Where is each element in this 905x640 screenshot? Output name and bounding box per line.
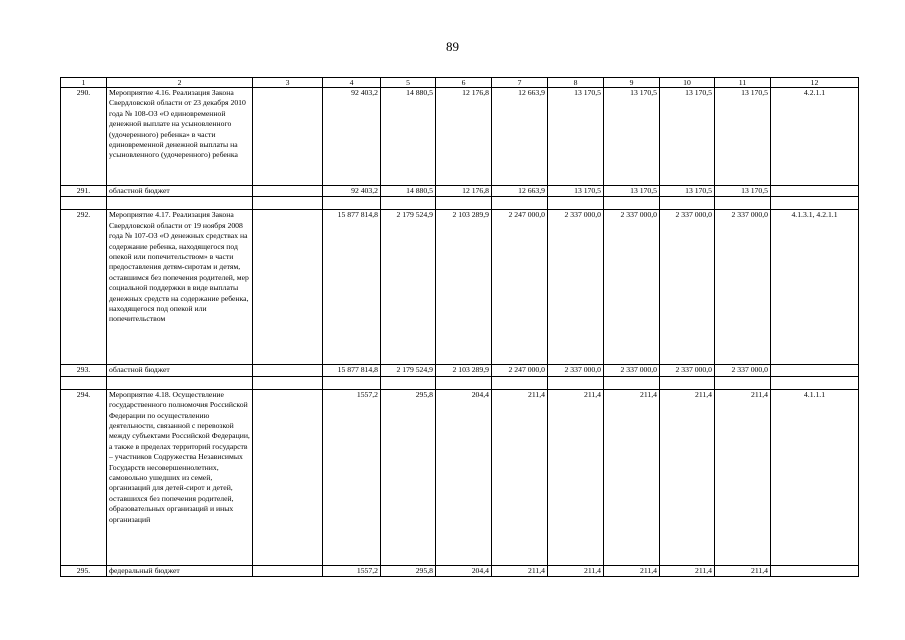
row-value: 211,4 — [715, 565, 771, 576]
row-value: 92 403,2 — [323, 88, 381, 186]
row-value: 2 179 524,9 — [381, 210, 436, 365]
row-number: 290. — [61, 88, 107, 186]
row-value: 211,4 — [660, 389, 715, 565]
table-row — [61, 88, 859, 186]
row-number: 293. — [61, 365, 107, 376]
row-value: 211,4 — [492, 389, 548, 565]
row-value: 211,4 — [604, 389, 660, 565]
row-number: 292. — [61, 210, 107, 365]
column-header: 2 — [107, 78, 253, 88]
row-value: 2 337 000,0 — [604, 365, 660, 376]
column-header: 11 — [715, 78, 771, 88]
row-value: 92 403,2 — [323, 186, 381, 197]
row-description: Мероприятие 4.16. Реализация Закона Свердловской области от 23 декабря 2010 года № 108-ОЗ «О единовременной денежной выплате на усыновленного (удочеренного) ребенка» в части единовременной денежной выплаты на усыновленного (удочеренного) ребенка — [107, 88, 253, 186]
row-value: 2 337 000,0 — [660, 365, 715, 376]
row-number: 294. — [61, 389, 107, 565]
row-reference — [771, 365, 859, 376]
row-value: 2 247 000,0 — [492, 365, 548, 376]
row-value: 204,4 — [436, 565, 492, 576]
row-reference: 4.2.1.1 — [771, 88, 859, 186]
row-description: федеральный бюджет — [107, 565, 253, 576]
row-value: 14 880,5 — [381, 186, 436, 197]
row-value: 14 880,5 — [381, 88, 436, 186]
row-value: 2 247 000,0 — [492, 210, 548, 365]
row-reference — [771, 565, 859, 576]
row-value: 2 337 000,0 — [715, 210, 771, 365]
header-row — [61, 78, 859, 88]
column-header: 12 — [771, 78, 859, 88]
table-row — [61, 186, 859, 197]
row-value: 12 663,9 — [492, 186, 548, 197]
row-description: Мероприятие 4.17. Реализация Закона Свердловской области от 19 ноября 2008 года № 107-ОЗ «О денежных средствах на содержание ребенка, находящегося под опекой или попечительством» в части предоставления детям-сиротам и детям, оставшимся без попечения родителей, мер социальной поддержки в виде выплаты денежных средств на содержание ребенка, находящегося под опекой или попечительством — [107, 210, 253, 365]
row-value: 211,4 — [548, 565, 604, 576]
row-value: 2 103 289,9 — [436, 365, 492, 376]
budget-table — [60, 77, 859, 577]
row-col3 — [253, 365, 323, 376]
row-number: 295. — [61, 565, 107, 576]
row-description: областной бюджет — [107, 365, 253, 376]
row-value: 2 337 000,0 — [604, 210, 660, 365]
row-reference: 4.1.3.1, 4.2.1.1 — [771, 210, 859, 365]
spacer-row — [61, 197, 859, 210]
row-value: 2 337 000,0 — [660, 210, 715, 365]
row-description: Мероприятие 4.18. Осуществление государственного полномочия Российской Федерации по осуществлению деятельности, связанной с перевозкой между субъектами Российской Федерации, а также в пределах территорий государств – участников Содружества Независимых Государств несовершеннолетних, самовольно ушедших из семей, организаций для детей-сирот и детей, оставшихся без попечения родителей, образовательных организаций и иных организаций — [107, 389, 253, 565]
row-col3 — [253, 389, 323, 565]
table-row — [61, 565, 859, 576]
row-value: 2 337 000,0 — [715, 365, 771, 376]
page-number: 89 — [446, 39, 459, 54]
row-value: 15 877 814,8 — [323, 210, 381, 365]
row-value: 2 337 000,0 — [548, 210, 604, 365]
row-value: 211,4 — [715, 389, 771, 565]
row-value: 13 170,5 — [548, 186, 604, 197]
row-reference — [771, 186, 859, 197]
row-value: 295,8 — [381, 565, 436, 576]
column-header: 9 — [604, 78, 660, 88]
row-value: 12 176,8 — [436, 186, 492, 197]
row-value: 15 877 814,8 — [323, 365, 381, 376]
row-value: 1557,2 — [323, 565, 381, 576]
column-header: 4 — [323, 78, 381, 88]
row-value: 13 170,5 — [548, 88, 604, 186]
row-value: 211,4 — [660, 565, 715, 576]
row-value: 13 170,5 — [604, 186, 660, 197]
row-col3 — [253, 565, 323, 576]
row-value: 204,4 — [436, 389, 492, 565]
column-header: 3 — [253, 78, 323, 88]
row-value: 13 170,5 — [715, 88, 771, 186]
row-value: 13 170,5 — [660, 88, 715, 186]
row-value: 211,4 — [492, 565, 548, 576]
row-value: 13 170,5 — [660, 186, 715, 197]
row-col3 — [253, 186, 323, 197]
column-header: 10 — [660, 78, 715, 88]
row-value: 211,4 — [548, 389, 604, 565]
column-header: 6 — [436, 78, 492, 88]
row-value: 12 176,8 — [436, 88, 492, 186]
row-value: 2 179 524,9 — [381, 365, 436, 376]
row-description: областной бюджет — [107, 186, 253, 197]
column-header: 5 — [381, 78, 436, 88]
row-col3 — [253, 210, 323, 365]
row-value: 12 663,9 — [492, 88, 548, 186]
row-value: 2 337 000,0 — [548, 365, 604, 376]
row-value: 211,4 — [604, 565, 660, 576]
table-row — [61, 210, 859, 365]
column-header: 8 — [548, 78, 604, 88]
row-value: 1557,2 — [323, 389, 381, 565]
table-row — [61, 389, 859, 565]
column-header: 7 — [492, 78, 548, 88]
row-number: 291. — [61, 186, 107, 197]
column-header: 1 — [61, 78, 107, 88]
row-col3 — [253, 88, 323, 186]
spacer-row — [61, 376, 859, 389]
row-reference: 4.1.1.1 — [771, 389, 859, 565]
row-value: 13 170,5 — [715, 186, 771, 197]
row-value: 2 103 289,9 — [436, 210, 492, 365]
row-value: 13 170,5 — [604, 88, 660, 186]
row-value: 295,8 — [381, 389, 436, 565]
table-row — [61, 365, 859, 376]
